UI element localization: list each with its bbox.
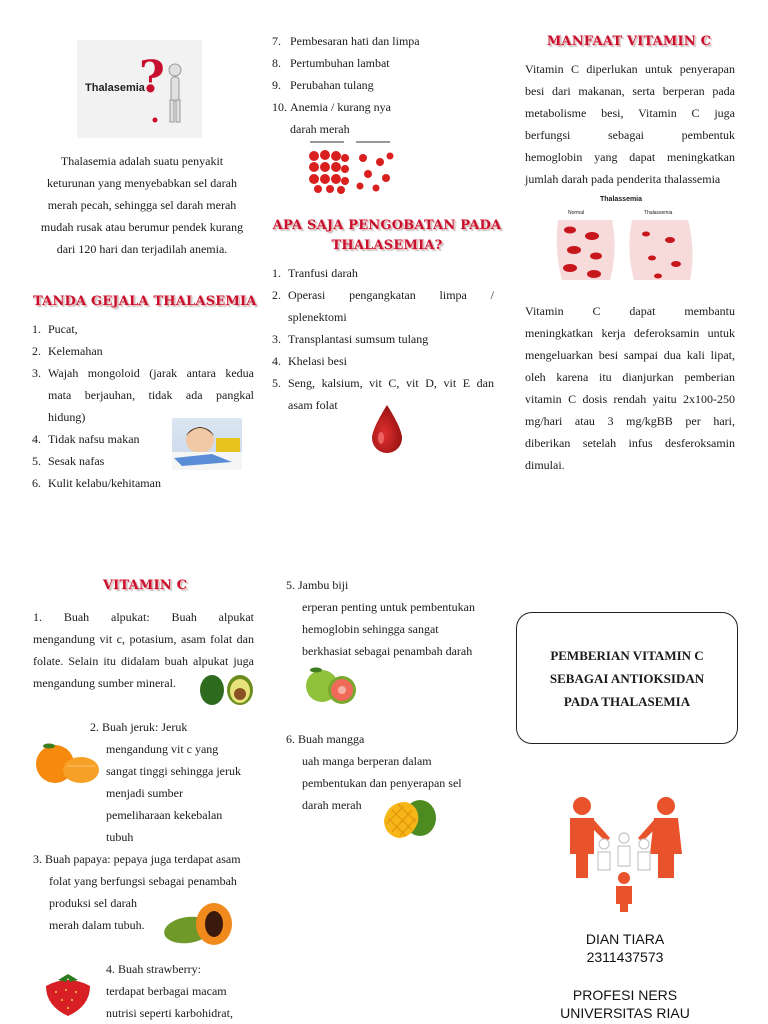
symptoms-title: TANDA GEJALA THALASEMIA [33, 294, 257, 309]
benefit-paragraph-2: Vitamin C dapat membantu meningkatkan kerja deferoksamin untuk mengeluarkan besi sampai dua kali lipat, oleh karena itu dianjurkan pemberian vitamin C dosis rendah yaitu 2x100-250 mg/hari atau 3 mg/kgBB per hari, diberikan setelah infus desferoksamin dimulai. [525, 304, 735, 472]
mango-item: 6. Buah mangga uah manga berperan dalam pembentukan dan penyerapan sel darah merah [286, 732, 462, 812]
mango-image [380, 796, 440, 842]
diagram-thalassemia-label: Thalassemia [644, 210, 673, 216]
papaya-item: 3. Buah papaya: pepaya juga terdapat asam folat yang berfungsi sebagai penambah produksi sel darah merah dalam tubuh. [33, 852, 241, 932]
logo-word: Thalasemia [85, 82, 145, 94]
strawberry-image [40, 972, 96, 1018]
papaya-image [162, 902, 238, 948]
intro-line: dari 120 hari dan terjadilah anemia. [56, 242, 228, 256]
strawberry-icon [40, 972, 96, 1018]
strawberry-item: 4. Buah strawberry: terdapat berbagai macam nutrisi seperti karbohidrat, [106, 962, 233, 1020]
avocado-icon [198, 672, 256, 706]
list-item: 1. Tranfusi darah [272, 266, 358, 280]
guava-image [304, 664, 360, 706]
program-name: PROFESI NERS [572, 987, 678, 1003]
cover-title-line: SEBAGAI ANTIOKSIDAN [549, 670, 705, 686]
intro-paragraph [30, 150, 254, 260]
cover-title-line: PEMBERIAN VITAMIN C [550, 647, 704, 663]
list-item: 9. Perubahan tulang [272, 78, 374, 92]
red-blood-cells-icon [308, 138, 396, 194]
guava-icon [304, 664, 360, 706]
list-item: 2. Operasi pengangkatan limpa / splenektomi [272, 288, 494, 324]
intro-line: Thalasemia adalah suatu penyakit [60, 154, 224, 168]
avocado-item: 1. Buah alpukat: Buah alpukat mengandung vit c, potasium, asam folat dan folate. Selain itu didalam buah alpukat juga mengandung sumber mineral. [33, 610, 254, 690]
university-name: UNIVERSITAS RIAU [560, 1005, 690, 1021]
list-item: darah merah [290, 122, 350, 136]
list-item: 1. Pucat, [32, 322, 78, 336]
list-item: 5. Sesak nafas [32, 454, 105, 468]
child-icon [172, 418, 242, 470]
guava-item: 5. Jambu biji erperan penting untuk pembentukan hemoglobin sehingga sangat berkhasiat sebagai penambah darah [286, 578, 475, 658]
orange-item: 2. Buah jeruk: Jeruk mengandung vit c yang sangat tinggi sehingga jeruk menjadi sumber pemeliharaan kekebalan tubuh [90, 720, 241, 844]
benefit-title: MANFAAT VITAMIN C [546, 34, 712, 49]
thalassemia-cells-diagram [552, 196, 696, 284]
author-block [540, 930, 710, 1022]
svg-text:?: ? [139, 52, 165, 103]
author-nim: 2311437573 [586, 949, 664, 965]
intro-line: mudah rusak atau berumur pendek kurang [40, 220, 244, 234]
blood-cells-comparison-image [308, 138, 396, 194]
papaya-icon [162, 902, 238, 948]
vitamin-c-title: VITAMIN C [102, 578, 188, 593]
treatments-list [272, 262, 494, 416]
mango-icon [380, 796, 440, 842]
sick-child-image [172, 418, 242, 470]
list-item: 5. Seng, kalsium, vit C, vit D, vit E dan asam folat [272, 376, 494, 412]
family-icon [560, 794, 688, 912]
treatment-title: APA SAJA PENGOBATAN PADA THALASEMIA? [272, 218, 502, 253]
list-item: 4. Tidak nafsu makan [32, 432, 140, 446]
list-item: 8. Pertumbuhan lambat [272, 56, 390, 70]
blood-drop-image [370, 404, 404, 456]
author-name: DIAN TIARA [585, 931, 665, 947]
list-item: 6. Kulit kelabu/kehitaman [32, 476, 161, 490]
blood-vessel-icon [552, 216, 696, 284]
list-item: 4. Khelasi besi [272, 354, 347, 368]
avocado-image [198, 672, 256, 706]
family-illustration [560, 794, 688, 912]
diagram-normal-label: Normal [568, 210, 585, 216]
diagram-title: Thalassemia [600, 196, 643, 203]
thalasemia-logo-image [77, 40, 202, 138]
intro-line: keturunan yang menyebabkan sel darah [47, 176, 237, 190]
list-item: 7. Pembesaran hati dan limpa [272, 34, 420, 48]
list-item: 3. Wajah mongoloid (jarak antara kedua mata berjauhan, tidak ada pangkal hidung) [32, 366, 254, 424]
list-item: 2. Kelemahan [32, 344, 103, 358]
cover-title-box [516, 612, 738, 744]
blood-drop-icon [370, 404, 404, 456]
intro-line: merah pecah, sehingga sel darah merah [47, 198, 237, 212]
benefit-paragraph-1: Vitamin C diperlukan untuk penyerapan besi dari makanan, serta berperan pada metabolisme besi, Vitamin C juga berfungsi sebagai pembentuk hemoglobin yang dapat meningkatkan jumlah darah pada penderita thalassemia [525, 62, 735, 186]
list-item: 3. Transplantasi sumsum tulang [272, 332, 429, 346]
list-item: 10. Anemia / kurang nya [272, 100, 391, 114]
symptoms-list-continued [272, 30, 512, 140]
cover-title-line: PADA THALASEMIA [563, 693, 691, 709]
